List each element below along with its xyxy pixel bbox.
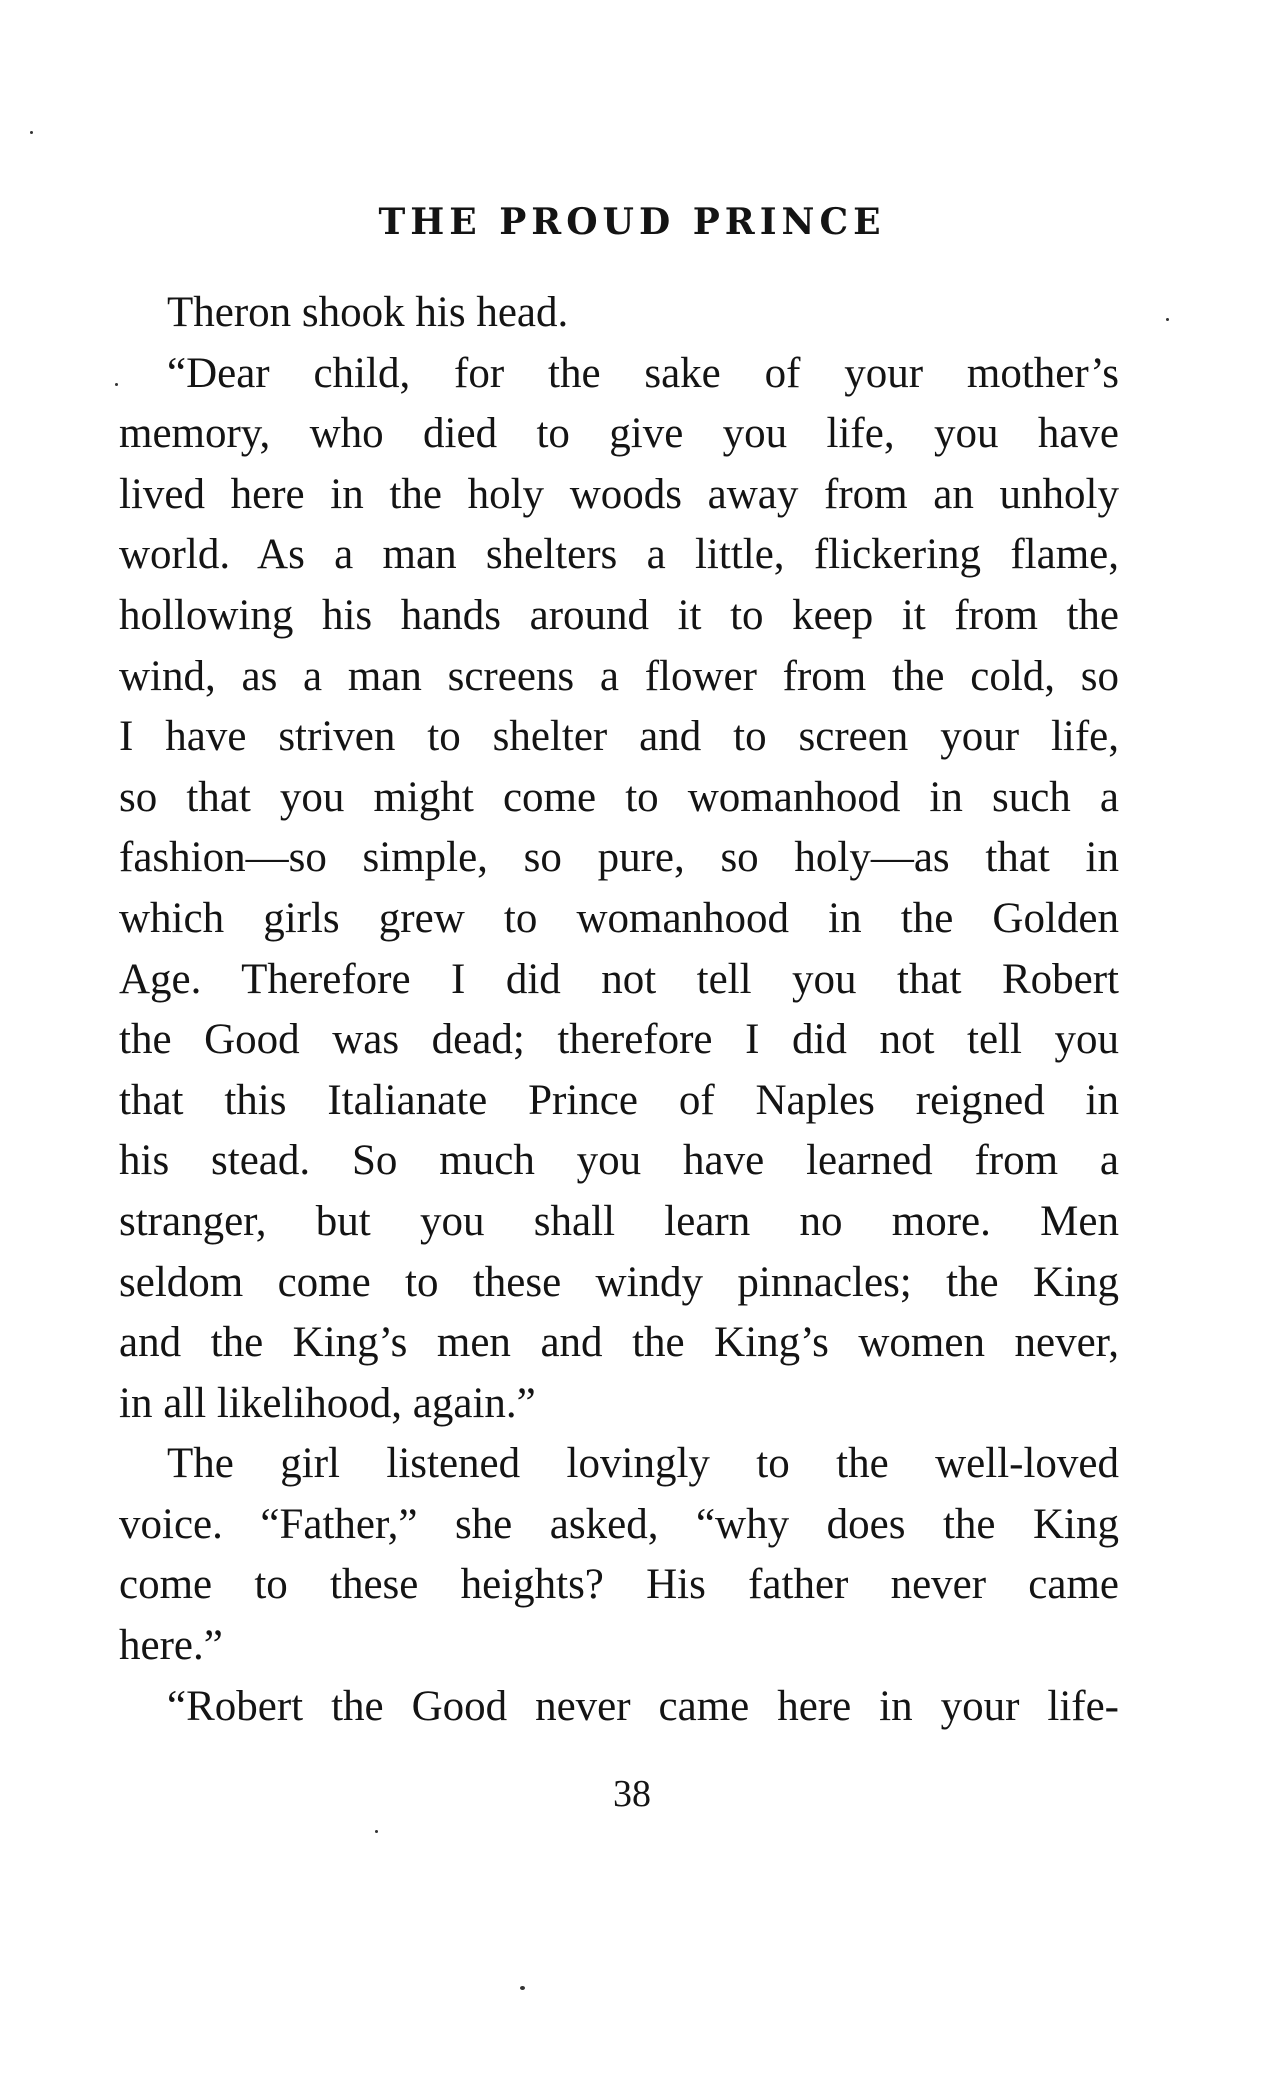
text-line: “Dear child, for the sake of your mother’s <box>167 349 1119 397</box>
text-line: the Good was dead; therefore I did not tell you <box>119 1016 1119 1064</box>
text-line: lived here in the holy woods away from an unholy <box>119 470 1119 518</box>
running-head: THE PROUD PRINCE <box>378 201 886 243</box>
text-line: The girl listened lovingly to the well-loved <box>167 1440 1119 1488</box>
text-line: which girls grew to womanhood in the Golden <box>119 894 1119 942</box>
text-line: voice. “Father,” she asked, “why does the King <box>119 1500 1119 1548</box>
text-line: his stead. So much you have learned from a <box>119 1137 1119 1185</box>
page-number: 38 <box>613 1773 651 1815</box>
scan-speck <box>520 1986 525 1990</box>
text-line: in all likelihood, again.” <box>119 1379 536 1427</box>
text-line: Theron shook his head. <box>167 289 569 336</box>
scan-speck <box>375 1830 378 1833</box>
text-line: memory, who died to give you life, you have <box>119 410 1119 458</box>
scan-speck <box>1166 318 1169 321</box>
text-line: stranger, but you shall learn no more. Men <box>119 1197 1119 1245</box>
text-line: fashion—so simple, so pure, so holy—as that in <box>119 834 1119 882</box>
text-line: “Robert the Good never came here in your life- <box>167 1682 1119 1730</box>
text-line: and the King’s men and the King’s women never, <box>119 1319 1119 1367</box>
text-line: here.” <box>119 1622 223 1670</box>
text-line: so that you might come to womanhood in such a <box>119 773 1119 821</box>
text-line: world. As a man shelters a little, flickering flame, <box>119 531 1119 579</box>
text-line: wind, as a man screens a flower from the cold, so <box>119 652 1119 700</box>
scan-speck <box>115 383 118 386</box>
body-text <box>119 283 1119 1737</box>
scan-speck <box>30 131 33 134</box>
text-line: that this Italianate Prince of Naples reigned in <box>119 1076 1119 1124</box>
text-line: hollowing his hands around it to keep it from the <box>119 591 1119 639</box>
text-line: Age. Therefore I did not tell you that Robert <box>119 955 1119 1003</box>
text-line: I have striven to shelter and to screen your life, <box>119 713 1119 761</box>
text-line: come to these heights? His father never came <box>119 1561 1119 1609</box>
text-line: seldom come to these windy pinnacles; the King <box>119 1258 1119 1306</box>
